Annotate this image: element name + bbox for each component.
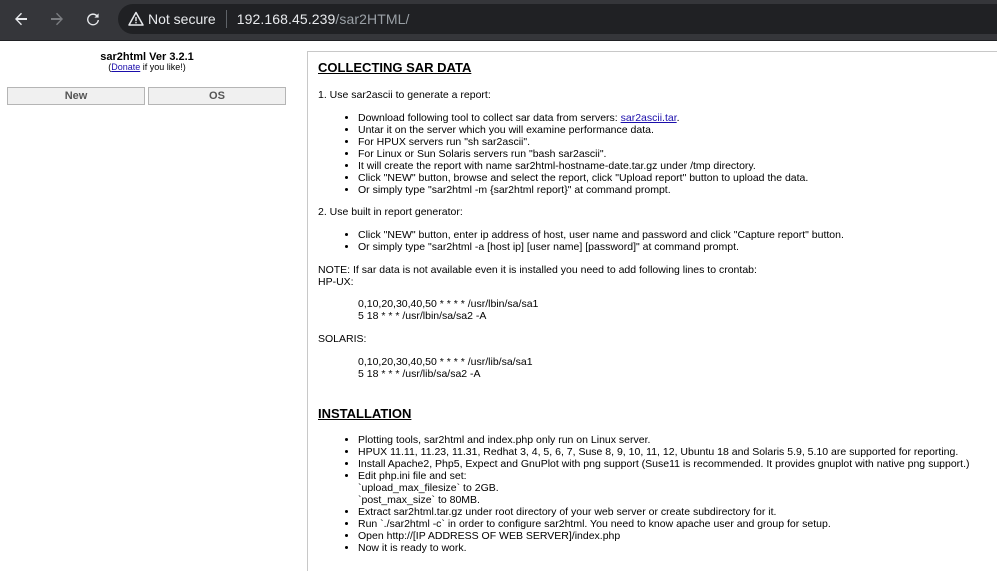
new-button[interactable]: New <box>7 87 145 105</box>
solaris-line: 0,10,20,30,40,50 * * * * /usr/lib/sa/sa1 <box>358 356 533 368</box>
donate-prefix: ( <box>108 62 112 72</box>
list-item: • Now it is ready to work. <box>358 542 970 554</box>
list-item: • HPUX 11.11, 11.23, 11.31, Redhat 3, 4, 5, 6, 7, Suse 8, 9, 10, 11, 12, Ubuntu 18 and Solaris 5.9, 5.10 are supported for reporting. <box>358 446 970 458</box>
step1-text: 1. Use sar2ascii to generate a report: <box>318 89 491 101</box>
hpux-label: HP-UX: <box>318 276 354 288</box>
url-host: 192.168.45.239 <box>236 11 336 27</box>
list-item: • For Linux or Sun Solaris servers run "bash sar2ascii". <box>358 148 808 160</box>
url-text[interactable] <box>237 11 410 27</box>
list-item-end: . <box>676 112 680 124</box>
back-button[interactable] <box>7 6 35 32</box>
collecting-heading: COLLECTING SAR DATA <box>318 60 472 75</box>
list-item: • Or simply type "sar2html -a [host ip] [user name] [password]" at command prompt. <box>358 241 844 253</box>
security-status[interactable]: Not secure <box>148 11 216 27</box>
list-item: • Plotting tools, sar2html and index.php only run on Linux server. <box>358 434 970 446</box>
address-bar[interactable] <box>118 4 997 34</box>
list-item-text: `upload_max_filesize` to 2GB. <box>358 482 499 494</box>
list-item: • Click "NEW" button, browse and select the report, click "Upload report" button to upload the data. <box>358 172 808 184</box>
donate-link[interactable]: Donate <box>111 62 141 72</box>
list-item: • Extract sar2html.tar.gz under root directory of your web server or create subdirectory for it. <box>358 506 970 518</box>
list-item: • Or simply type "sar2html -m {sar2html report}" at command prompt. <box>358 184 808 196</box>
list-item-text: `post_max_size` to 80MB. <box>358 494 480 506</box>
version-title: sar2html Ver 3.2.1 <box>100 51 194 63</box>
list-item: • For HPUX servers run "sh sar2ascii". <box>358 136 808 148</box>
list-item-text: Download following tool to collect sar data from servers: <box>358 112 621 124</box>
os-button[interactable]: OS <box>148 87 286 105</box>
list-item: • Click "NEW" button, enter ip address of host, user name and password and click "Capture report" button. <box>358 229 844 241</box>
hpux-line: 5 18 * * * /usr/lbin/sa/sa2 -A <box>358 310 487 322</box>
url-path: /sar2HTML/ <box>335 11 410 27</box>
donate-line <box>0 62 294 72</box>
step2-text: 2. Use built in report generator: <box>318 206 463 218</box>
page <box>0 42 997 571</box>
note-text: NOTE: If sar data is not available even it is installed you need to add following lines to crontab: <box>318 264 757 276</box>
list-item <box>358 470 970 506</box>
hpux-line: 0,10,20,30,40,50 * * * * /usr/lbin/sa/sa1 <box>358 298 539 310</box>
step2-list <box>318 229 844 253</box>
forward-button[interactable] <box>43 6 71 32</box>
installation-list <box>318 434 970 554</box>
list-item: • It will create the report with name sar2html-hostname-date.tar.gz under /tmp directory. <box>358 160 808 172</box>
back-arrow-icon <box>13 11 29 27</box>
list-item: • Open http://[IP ADDRESS OF WEB SERVER]/index.php <box>358 530 970 542</box>
list-item: • Untar it on the server which you will examine performance data. <box>358 124 808 136</box>
sar2ascii-link[interactable]: sar2ascii.tar <box>620 112 677 124</box>
omnibox-divider <box>226 10 227 28</box>
installation-heading: INSTALLATION <box>318 406 412 421</box>
main-content <box>307 51 997 571</box>
list-item <box>358 112 808 124</box>
sidebar <box>0 42 296 571</box>
list-item-text: Edit php.ini file and set: <box>358 470 467 482</box>
solaris-label: SOLARIS: <box>318 333 367 345</box>
solaris-line: 5 18 * * * /usr/lib/sa/sa2 -A <box>358 368 481 380</box>
reload-icon <box>85 11 101 27</box>
list-item: • Run `./sar2html -c` in order to configure sar2html. You need to know apache user and group for setup. <box>358 518 970 530</box>
warning-icon[interactable] <box>128 11 144 27</box>
list-item: • Install Apache2, Php5, Expect and GnuPlot with png support (Suse11 is recommended. It provides gnuplot with native png support.) <box>358 458 970 470</box>
browser-toolbar <box>0 0 997 41</box>
step1-list <box>318 112 808 196</box>
forward-arrow-icon <box>49 11 65 27</box>
reload-button[interactable] <box>79 6 107 32</box>
donate-suffix: if you like!) <box>140 62 186 72</box>
